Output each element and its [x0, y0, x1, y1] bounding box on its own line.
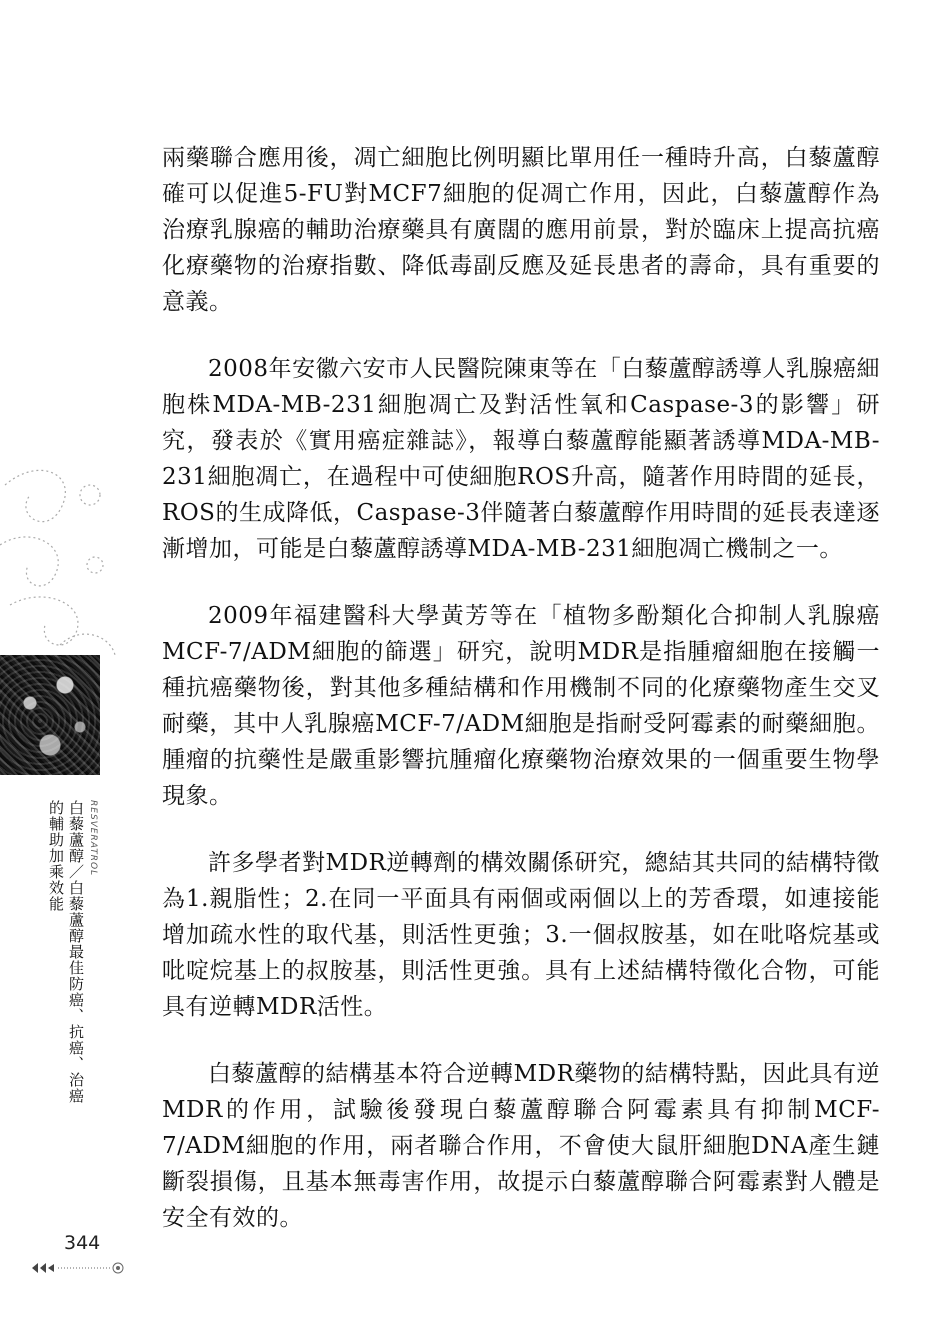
paragraph-4: 許多學者對MDR逆轉劑的構效關係研究，總結其共同的結構特徵為1.親脂性；2.在同一平面具有兩個或兩個以上的芳香環，如連接能增加疏水性的取代基，則活性更強；3.一個叔胺基，如在吡咯烷基或吡啶烷基上的叔胺基，則活性更強。具有上述結構特徵化合物，可能具有逆轉MDR活性。	[162, 850, 880, 1020]
paragraph-2: 2008年安徽六安市人民醫院陳東等在「白藜蘆醇誘導人乳腺癌細胞株MDA-MB-231細胞凋亡及對活性氧和Caspase-3的影響」研究，發表於《實用癌症雜誌》，報導白藜蘆醇能顯著誘導MDA-MB-231細胞凋亡，在過程中可使細胞ROS升高，隨著作用時間的延長，ROS的生成降低，Caspase-3伴隨著白藜蘆醇作用時間的延長表達逐漸增加，可能是白藜蘆醇誘導MDA-MB-231細胞凋亡機制之一。	[162, 356, 880, 562]
page-number: 344	[64, 1232, 101, 1254]
swirl-ornament-icon	[0, 455, 120, 655]
side-title	[18, 800, 98, 1180]
paragraph-1: 兩藥聯合應用後，凋亡細胞比例明顯比單用任一種時升高，白藜蘆醇確可以促進5-FU對MCF7細胞的促凋亡作用，因此，白藜蘆醇作為治療乳腺癌的輔助治療藥具有廣闊的應用前景，對於臨床上提高抗癌化療藥物的治療指數、降低毒副反應及延長患者的壽命，具有重要的意義。	[162, 145, 880, 315]
side-title-line1: 白藜蘆醇／白藜蘆醇最佳防癌、抗癌、治癌	[67, 800, 85, 1104]
side-title-line2: 的輔助加乘效能	[47, 800, 65, 912]
paragraph-3: 2009年福建醫科大學黃芳等在「植物多酚類化合抑制人乳腺癌MCF-7/ADM細胞的篩選」研究，說明MDR是指腫瘤細胞在接觸一種抗癌藥物後，對其他多種結構和作用機制不同的化療藥物產生交叉耐藥，其中人乳腺癌MCF-7/ADM細胞是指耐受阿霉素的耐藥細胞。腫瘤的抗藥性是嚴重影響抗腫瘤化療藥物治療效果的一個重要生物學現象。	[162, 603, 880, 809]
side-photo	[0, 655, 100, 775]
side-title-english: RESVERATROL	[88, 800, 98, 877]
body-text	[162, 140, 880, 1267]
footer-ornament-icon	[30, 1258, 130, 1278]
paragraph-5: 白藜蘆醇的結構基本符合逆轉MDR藥物的結構特點，因此具有逆MDR的作用，試驗後發現白藜蘆醇聯合阿霉素具有抑制MCF-7/ADM細胞的作用，兩者聯合作用，不會使大鼠肝細胞DNA產生鏈斷裂損傷，且基本無毒害作用，故提示白藜蘆醇聯合阿霉素對人體是安全有效的。	[162, 1061, 880, 1231]
